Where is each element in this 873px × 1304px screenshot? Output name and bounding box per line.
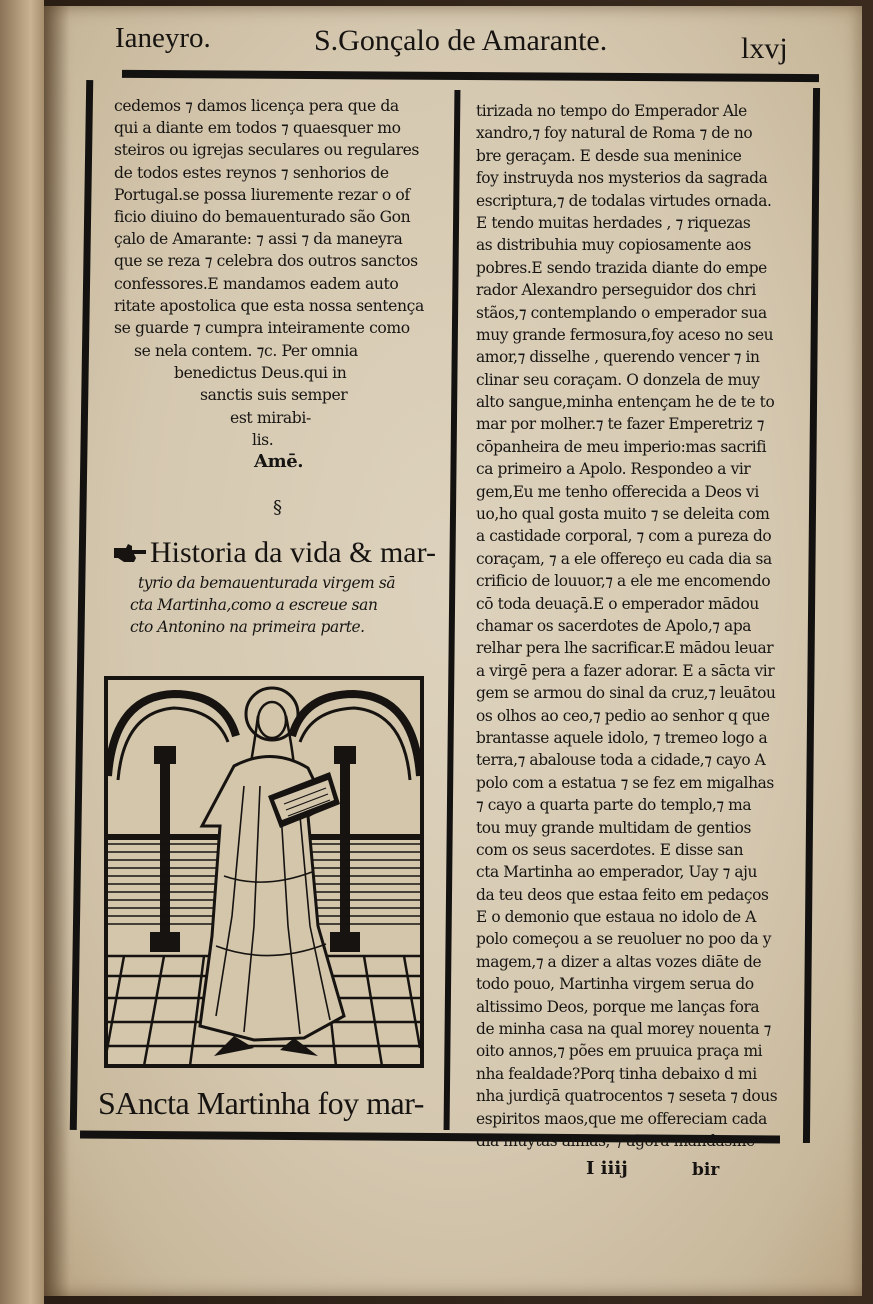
right-line: clinar seu coraçam. O donzela de muy — [476, 370, 760, 389]
right-line: E tendo muitas herdades , ⁊ riquezas — [476, 213, 751, 232]
right-line: magem,⁊ a dizer a altas vozes diāte de — [476, 952, 762, 971]
right-column-body — [476, 100, 777, 1152]
right-line: cta Martinha ao emperador, Uay ⁊ aju — [476, 863, 757, 882]
left-line: steiros ou igrejas seculares ou regulares — [114, 141, 420, 160]
left-column-body — [114, 95, 424, 339]
closing-line: sanctis suis semper — [200, 386, 348, 405]
previous-page-edge — [0, 0, 44, 1304]
woodcut-saint-martina — [104, 676, 424, 1068]
right-line: polo começou a se reuoluer no poo da y — [476, 930, 772, 949]
section-title: Historia da vida & mar- — [150, 536, 436, 569]
closing-line: benedictus Deus.qui in — [174, 364, 347, 383]
right-line: mar por molher.⁊ te fazer Emperetriz ⁊ — [476, 415, 764, 434]
right-line: ⁊ cayo a quarta parte do templo,⁊ ma — [476, 796, 752, 815]
right-line: relhar pera lhe sacrificar.E mādou leuar — [476, 639, 774, 658]
right-line: a castidade corporal, ⁊ com a pureza do — [476, 527, 772, 546]
right-line: foy instruyda nos mysterios da sagrada — [476, 169, 768, 188]
right-line: altissimo Deos, porque me lanças fora — [476, 997, 760, 1016]
section-subtitle — [130, 572, 395, 639]
closing-line-amen: Amē. — [254, 450, 304, 472]
right-line: amor,⁊ disselhe , querendo vencer ⁊ in — [476, 348, 760, 367]
header-month: Ianeyro. — [115, 22, 211, 54]
right-line: muy grande fermosura,foy aceso no seu — [476, 325, 774, 344]
right-line: crificio de louuor,⁊ a ele me encomendo — [476, 572, 771, 591]
right-line: pobres.E sendo trazida diante do empe — [476, 258, 767, 277]
right-line: escriptura,⁊ de todalas virtudes ornada. — [476, 191, 772, 210]
catchword: bir — [692, 1160, 720, 1180]
right-line: tou muy grande multidam de gentios — [476, 818, 751, 837]
right-line: E o demonio que estaua no idolo de A — [476, 908, 756, 927]
right-line: os olhos ao ceo,⁊ pedio ao senhor q que — [476, 706, 770, 725]
right-line: as distribuhia muy copiosamente aos — [476, 236, 752, 255]
left-line: ficio diuino do bemauenturado são Gon — [114, 207, 411, 226]
right-line: cōpanheira de meu imperio:mas sacrifi — [476, 437, 767, 456]
right-line: polo com a estatua ⁊ se fez em migalhas — [476, 773, 774, 792]
right-line: chamar os sacerdotes de Apolo,⁊ apa — [476, 616, 752, 635]
signature-mark: I iiij — [586, 1158, 628, 1179]
closing-line: lis. — [252, 430, 274, 449]
right-line: a virgē pera a fazer adorar. E a sācta vir — [476, 661, 775, 680]
closing-line: est mirabi- — [230, 408, 311, 427]
right-line: espiritos maos,que me offereciam cada — [476, 1109, 767, 1128]
subtitle-line: cta Martinha,como a escreue san — [130, 596, 378, 615]
left-line: de todos estes reynos ⁊ senhorios de — [114, 163, 389, 182]
closing-line: se nela contem. ⁊c. Per omnia — [134, 342, 358, 360]
right-line: terra,⁊ abalouse toda a cidade,⁊ cayo A — [476, 751, 766, 770]
right-line: gem,Eu me tenho offerecida a Deos vi — [476, 482, 759, 501]
right-line: bre geraçam. E desde sua meninice — [476, 146, 742, 165]
right-line: uo,ho qual gosta muito ⁊ se deleita com — [476, 505, 770, 524]
header-folio: lxvj — [741, 32, 788, 65]
pointing-hand-icon — [112, 540, 148, 571]
section-mark: § — [273, 497, 282, 518]
right-line: xandro,⁊ foy natural de Roma ⁊ de no — [476, 124, 753, 143]
subtitle-line: tyrio da bemauenturada virgem sā — [138, 574, 396, 592]
header-title: S.Gonçalo de Amarante. — [314, 24, 608, 57]
right-line: gem se armou do sinal da cruz,⁊ leuātou — [476, 684, 776, 703]
right-line: cō toda deuaçā.E o emperador mādou — [476, 594, 759, 613]
right-line: ca primeiro a Apolo. Respondeo a vir — [476, 460, 751, 479]
right-line: oito annos,⁊ pões em pruuica praça mi — [476, 1042, 763, 1061]
left-line: qui a diante em todos ⁊ quaesquer mo — [114, 119, 401, 138]
right-line: todo pouo, Martinha virgem serua do — [476, 975, 754, 994]
right-line: nha jurdiçā quatrocentos ⁊ seseta ⁊ dous — [476, 1087, 778, 1106]
right-line: nha fealdade?Porq tinha debaixo d mi — [476, 1064, 757, 1083]
left-line: que se reza ⁊ celebra dos outros sanctos — [114, 252, 418, 271]
right-line: coraçam, ⁊ a ele offereço eu cada dia sa — [476, 549, 772, 568]
left-line: se guarde ⁊ cumpra inteiramente como — [114, 318, 410, 337]
right-line: de minha casa na qual morey nouenta ⁊ — [476, 1020, 771, 1039]
left-line: confessores.E mandamos eadem auto — [114, 274, 399, 293]
right-line: stãos,⁊ contemplando o emperador sua — [476, 303, 767, 322]
right-line: da teu deos que estaa feito em pedaços — [476, 885, 769, 904]
right-line: tirizada no tempo do Emperador Ale — [476, 102, 747, 120]
right-line: dia muytas almas, ⁊ agora mandasme — [476, 1131, 755, 1150]
left-line: ritate apostolica que esta nossa sentença — [114, 296, 424, 315]
right-line: brantasse aquele idolo, ⁊ tremeo logo a — [476, 728, 768, 747]
opening-line: SAncta Martinha foy mar- — [98, 1085, 424, 1121]
right-line: alto sangue,minha entençam he de te to — [476, 393, 775, 412]
left-line: cedemos ⁊ damos licença pera que da — [114, 97, 399, 115]
right-line: rador Alexandro perseguidor dos chri — [476, 281, 756, 300]
left-column-closing — [114, 340, 444, 473]
spine-shadow — [44, 6, 70, 1296]
right-line: com os seus sacerdotes. E disse san — [476, 840, 744, 859]
subtitle-line: cto Antonino na primeira parte. — [130, 618, 365, 637]
left-line: çalo de Amarante: ⁊ assi ⁊ da maneyra — [114, 230, 403, 249]
left-line: Portugal.se possa liuremente rezar o of — [114, 185, 410, 204]
